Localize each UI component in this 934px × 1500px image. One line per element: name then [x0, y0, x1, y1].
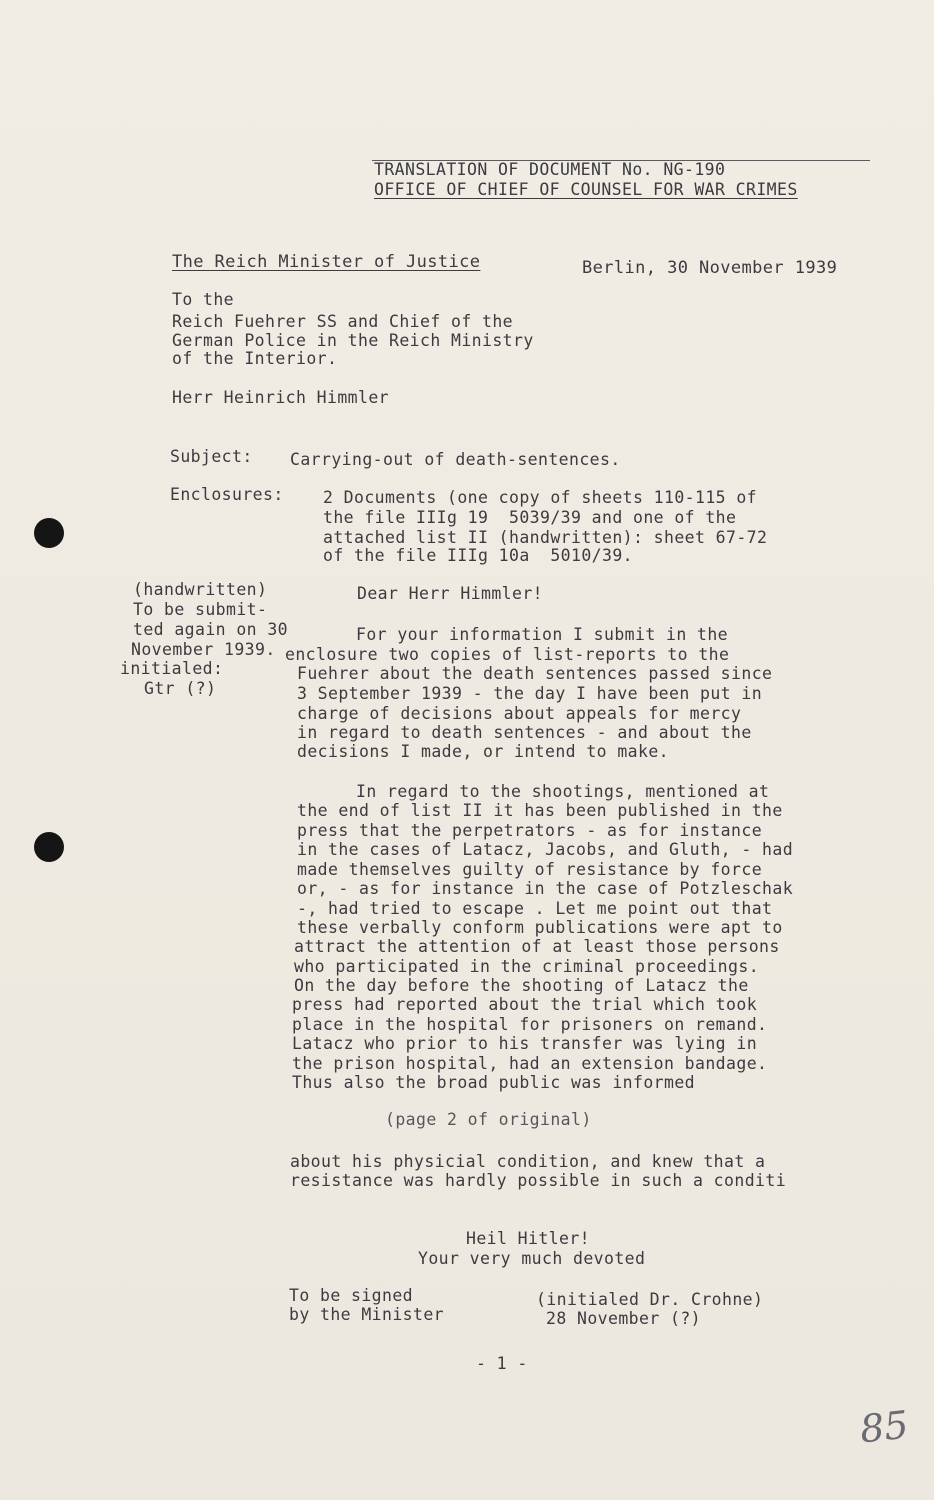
subject-label: Subject: — [170, 447, 253, 466]
paragraph-2-line-14: Latacz who prior to his transfer was lying in — [292, 1034, 758, 1053]
paragraph-1-line-5: charge of decisions about appeals for mercy — [297, 704, 742, 723]
paragraph-2-line-3: press that the perpetrators - as for instance — [297, 821, 763, 840]
paragraph-2-line-1: In regard to the shootings, mentioned at — [356, 782, 770, 801]
closing-devoted: Your very much devoted — [418, 1249, 646, 1268]
paragraph-1-line-2: enclosure two copies of list-reports to the — [285, 645, 730, 664]
sign-note-left-2: by the Minister — [289, 1305, 445, 1324]
paragraph-1-line-1: For your information I submit in the — [356, 625, 729, 644]
paragraph-1-line-6: in regard to death sentences - and about the — [297, 723, 752, 742]
closing-heil: Heil Hitler! — [466, 1229, 591, 1248]
paragraph-2-line-15: the prison hospital, had an extension bandage. — [292, 1054, 768, 1073]
punch-hole-bottom — [34, 832, 64, 862]
paragraph-3-line-2: resistance was hardly possible in such a conditi — [290, 1171, 787, 1190]
margin-note-line-2: To be submit- — [133, 600, 268, 619]
paragraph-2-line-12: press had reported about the trial which took — [292, 995, 758, 1014]
margin-note-line-6: Gtr (?) — [144, 679, 217, 698]
sender: The Reich Minister of Justice — [172, 252, 481, 272]
place-date: Berlin, 30 November 1939 — [582, 258, 838, 278]
header-office: OFFICE OF CHIEF OF COUNSEL FOR WAR CRIMES — [374, 180, 798, 199]
enclosures-line-2: the file IIIg 19 5039/39 and one of the — [323, 508, 737, 527]
paragraph-3-line-1: about his physicial condition, and knew that a — [290, 1152, 766, 1171]
paragraph-2-line-16: Thus also the broad public was informed — [292, 1073, 696, 1092]
salutation: Dear Herr Himmler! — [357, 584, 544, 603]
paragraph-2-line-9: attract the attention of at least those persons — [294, 937, 780, 956]
margin-note-line-4: November 1939. — [131, 640, 276, 659]
page-number: - 1 - — [476, 1354, 528, 1373]
header-title: TRANSLATION OF DOCUMENT No. NG-190 — [374, 160, 726, 179]
enclosures-label: Enclosures: — [170, 485, 284, 504]
recipient-name: Herr Heinrich Himmler — [172, 388, 390, 407]
recipient-line-2: Reich Fuehrer SS and Chief of the — [172, 312, 514, 331]
margin-note-line-5: initialed: — [120, 659, 224, 678]
paragraph-2-line-4: in the cases of Latacz, Jacobs, and Gluth, - had — [297, 840, 794, 859]
margin-note-line-3: ted again on 30 — [133, 620, 289, 639]
page-break-note: (page 2 of original) — [385, 1110, 592, 1129]
recipient-line-1: To the — [172, 290, 235, 309]
recipient-line-3: German Police in the Reich Ministry — [172, 331, 534, 350]
paragraph-2-line-11: On the day before the shooting of Latacz the — [294, 976, 749, 995]
sign-note-right-1: (initialed Dr. Crohne) — [536, 1290, 764, 1309]
sign-note-left-1: To be signed — [289, 1286, 414, 1305]
subject-text: Carrying-out of death-sentences. — [290, 450, 621, 469]
paragraph-2-line-13: place in the hospital for prisoners on remand. — [292, 1015, 768, 1034]
paragraph-2-line-7: -, had tried to escape . Let me point out that — [297, 899, 773, 918]
paragraph-2-line-5: made themselves guilty of resistance by force — [297, 860, 763, 879]
paragraph-2-line-6: or, - as for instance in the case of Potzleschak — [297, 879, 794, 898]
paragraph-2-line-2: the end of list II it has been published in the — [297, 801, 783, 820]
paragraph-1-line-4: 3 September 1939 - the day I have been put in — [297, 684, 763, 703]
punch-hole-top — [34, 518, 64, 548]
enclosures-line-1: 2 Documents (one copy of sheets 110-115 of — [323, 488, 758, 507]
margin-note-line-1: (handwritten) — [133, 580, 268, 599]
folio-number: 85 — [857, 1402, 911, 1452]
enclosures-line-4: of the file IIIg 10a 5010/39. — [323, 546, 634, 565]
sign-note-right-2: 28 November (?) — [546, 1309, 702, 1328]
paragraph-1-line-7: decisions I made, or intend to make. — [297, 742, 670, 761]
paragraph-1-line-3: Fuehrer about the death sentences passed since — [297, 664, 773, 683]
enclosures-line-3: attached list II (handwritten): sheet 67-72 — [323, 528, 768, 547]
recipient-line-4: of the Interior. — [172, 349, 338, 368]
paragraph-2-line-8: these verbally conform publications were apt to — [297, 918, 783, 937]
paragraph-2-line-10: who participated in the criminal proceedings. — [294, 957, 760, 976]
